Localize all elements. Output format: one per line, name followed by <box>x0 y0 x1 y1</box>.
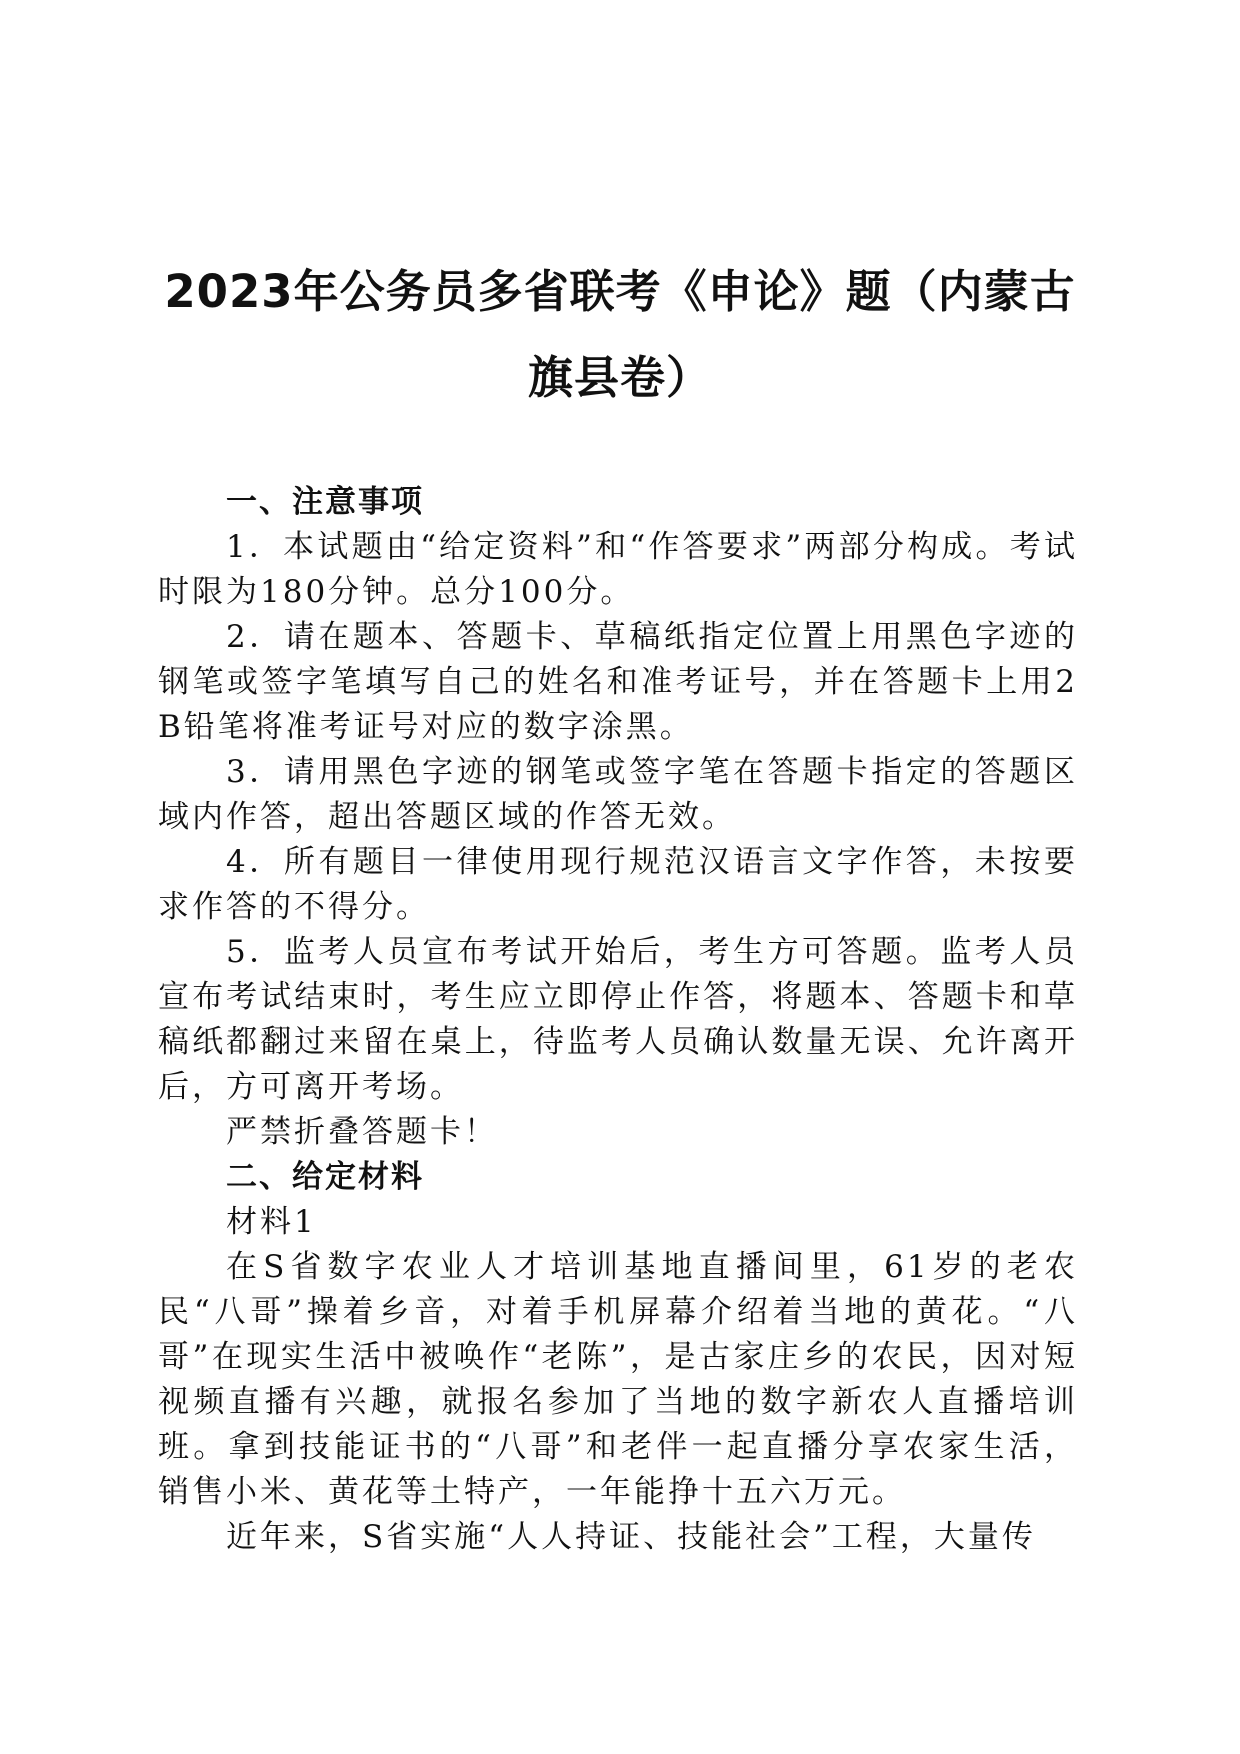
material-label: 材料1 <box>226 1204 317 1240</box>
notice-item: 2．请在题本、答题卡、草稿纸指定位置上用黑色字迹的钢笔或签字笔填写自己的姓名和准考证号，并在答题卡上用2B铅笔将准考证号对应的数字涂黑。 <box>158 619 1078 745</box>
document-title-line-2: 旗县卷） <box>527 351 712 404</box>
document-title-line-1: 2023年公务员多省联考《申论》题（内蒙古 <box>164 265 1076 318</box>
notice-item: 3．请用黑色字迹的钢笔或签字笔在答题卡指定的答题区域内作答，超出答题区域的作答无效。 <box>158 754 1078 835</box>
section-heading-material: 二、给定材料 <box>226 1159 424 1195</box>
notice-item: 4．所有题目一律使用现行规范汉语言文字作答，未按要求作答的不得分。 <box>158 844 1078 925</box>
notice-item: 1．本试题由“给定资料”和“作答要求”两部分构成。考试时限为180分钟。总分100分。 <box>158 529 1078 610</box>
section-heading-notice: 一、注意事项 <box>226 484 424 520</box>
material-paragraph: 在S省数字农业人才培训基地直播间里，61岁的老农民“八哥”操着乡音，对着手机屏幕介绍着当地的黄花。“八哥”在现实生活中被唤作“老陈”，是古家庄乡的农民，因对短视频直播有兴趣，就报名参加了当地的数字新农人直播培训班。拿到技能证书的“八哥”和老伴一起直播分享农家生活，销售小米、黄花等土特产，一年能挣十五六万元。 <box>158 1249 1078 1510</box>
document-body <box>158 480 1078 1560</box>
notice-item: 5．监考人员宣布考试开始后，考生方可答题。监考人员宣布考试结束时，考生应立即停止作答，将题本、答题卡和草稿纸都翻过来留在桌上，待监考人员确认数量无误、允许离开后，方可离开考场。 <box>158 934 1078 1105</box>
material-paragraph: 近年来，S省实施“人人持证、技能社会”工程，大量传 <box>226 1519 1036 1555</box>
warning-text: 严禁折叠答题卡！ <box>226 1114 498 1150</box>
